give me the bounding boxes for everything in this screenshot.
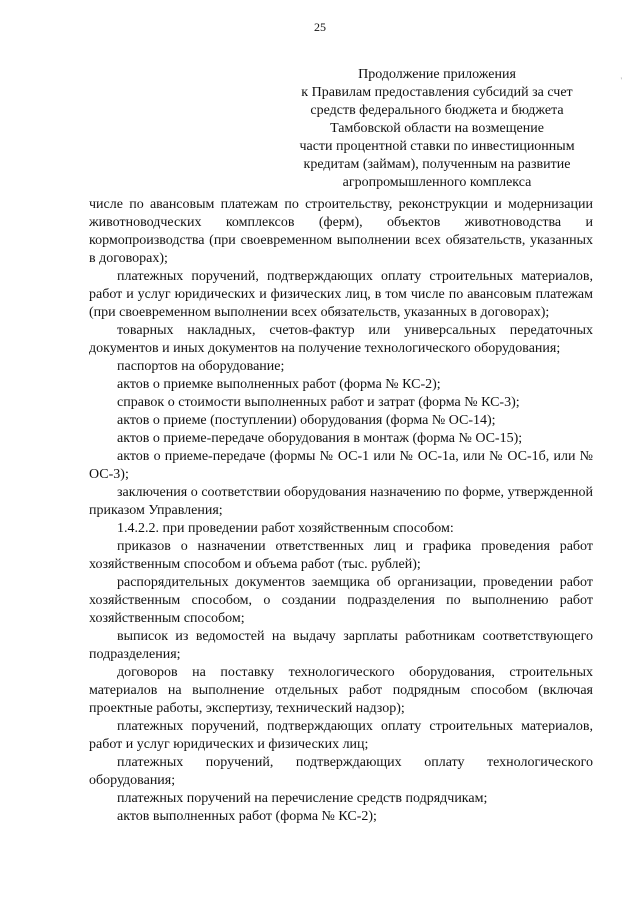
header-line: к Правилам предоставления субсидий за счет: [301, 85, 573, 100]
page-number: 25: [314, 20, 326, 34]
body-paragraph: распорядительных документов заемщика об организации, проведении работ хозяйственным способом, о создании подразделения по выполнению работ хозяйственным способом;: [89, 575, 593, 626]
body-paragraph: числе по авансовым платежам по строительству, реконструкции и модернизации животноводческих комплексов (ферм), объектов животноводства и кормопроизводства (при своевременном выполнении всех обязательств, указанных в договорах);: [89, 197, 593, 266]
header-line: Тамбовской области на возмещение: [330, 121, 544, 136]
body-paragraph: платежных поручений, подтверждающих оплату строительных материалов, работ и услуг юридических и физических лиц, в том числе по авансовым платежам (при своевременном выполнении всех обязательств, указанных в договорах);: [89, 269, 593, 320]
body-paragraph: приказов о назначении ответственных лиц и графика проведения работ хозяйственным способом и объема работ (тыс. рублей);: [89, 539, 593, 572]
body-paragraph: актов о приемке выполненных работ (форма № КС-2);: [117, 377, 441, 392]
header-line: части процентной ставки по инвестиционным: [299, 139, 575, 154]
body-paragraph: платежных поручений на перечисление средств подрядчикам;: [117, 791, 488, 806]
body-paragraph: платежных поручений, подтверждающих оплату строительных материалов, работ и услуг юридических и физических лиц;: [89, 719, 593, 752]
body-paragraph: актов выполненных работ (форма № КС-2);: [117, 809, 377, 824]
body-paragraph: платежных поручений, подтверждающих оплату технологического оборудования;: [89, 755, 593, 788]
body-paragraph: актов о приеме-передаче (формы № ОС-1 или № ОС-1а, или № ОС-1б, или № ОС-3);: [89, 449, 593, 482]
header-line: средств федерального бюджета и бюджета: [310, 103, 564, 118]
body-paragraph: справок о стоимости выполненных работ и затрат (форма № КС-3);: [117, 395, 520, 410]
header-line: Продолжение приложения: [358, 67, 516, 82]
body-paragraph: заключения о соответствии оборудования назначению по форме, утвержденной приказом Управления;: [89, 485, 593, 518]
body-paragraph: товарных накладных, счетов-фактур или универсальных передаточных документов и иных документов на получение технологического оборудования;: [89, 323, 593, 356]
body-paragraph: актов о приеме-передаче оборудования в монтаж (форма № ОС-15);: [117, 431, 523, 446]
margin-mark: ': [620, 76, 622, 85]
document-body: [89, 196, 593, 826]
appendix-header: [280, 66, 594, 192]
body-paragraph: 1.4.2.2. при проведении работ хозяйственным способом:: [117, 521, 454, 536]
body-paragraph: договоров на поставку технологического оборудования, строительных материалов на выполнение отдельных работ подрядным способом (включая проектные работы, экспертизу, технический надзор);: [89, 665, 593, 716]
header-line: агропромышленного комплекса: [342, 175, 532, 190]
body-paragraph: паспортов на оборудование;: [117, 359, 285, 374]
header-line: кредитам (займам), полученным на развитие: [303, 157, 571, 172]
body-paragraph: актов о приеме (поступлении) оборудования (форма № ОС-14);: [117, 413, 496, 428]
body-paragraph: выписок из ведомостей на выдачу зарплаты работникам соответствующего подразделения;: [89, 629, 593, 662]
